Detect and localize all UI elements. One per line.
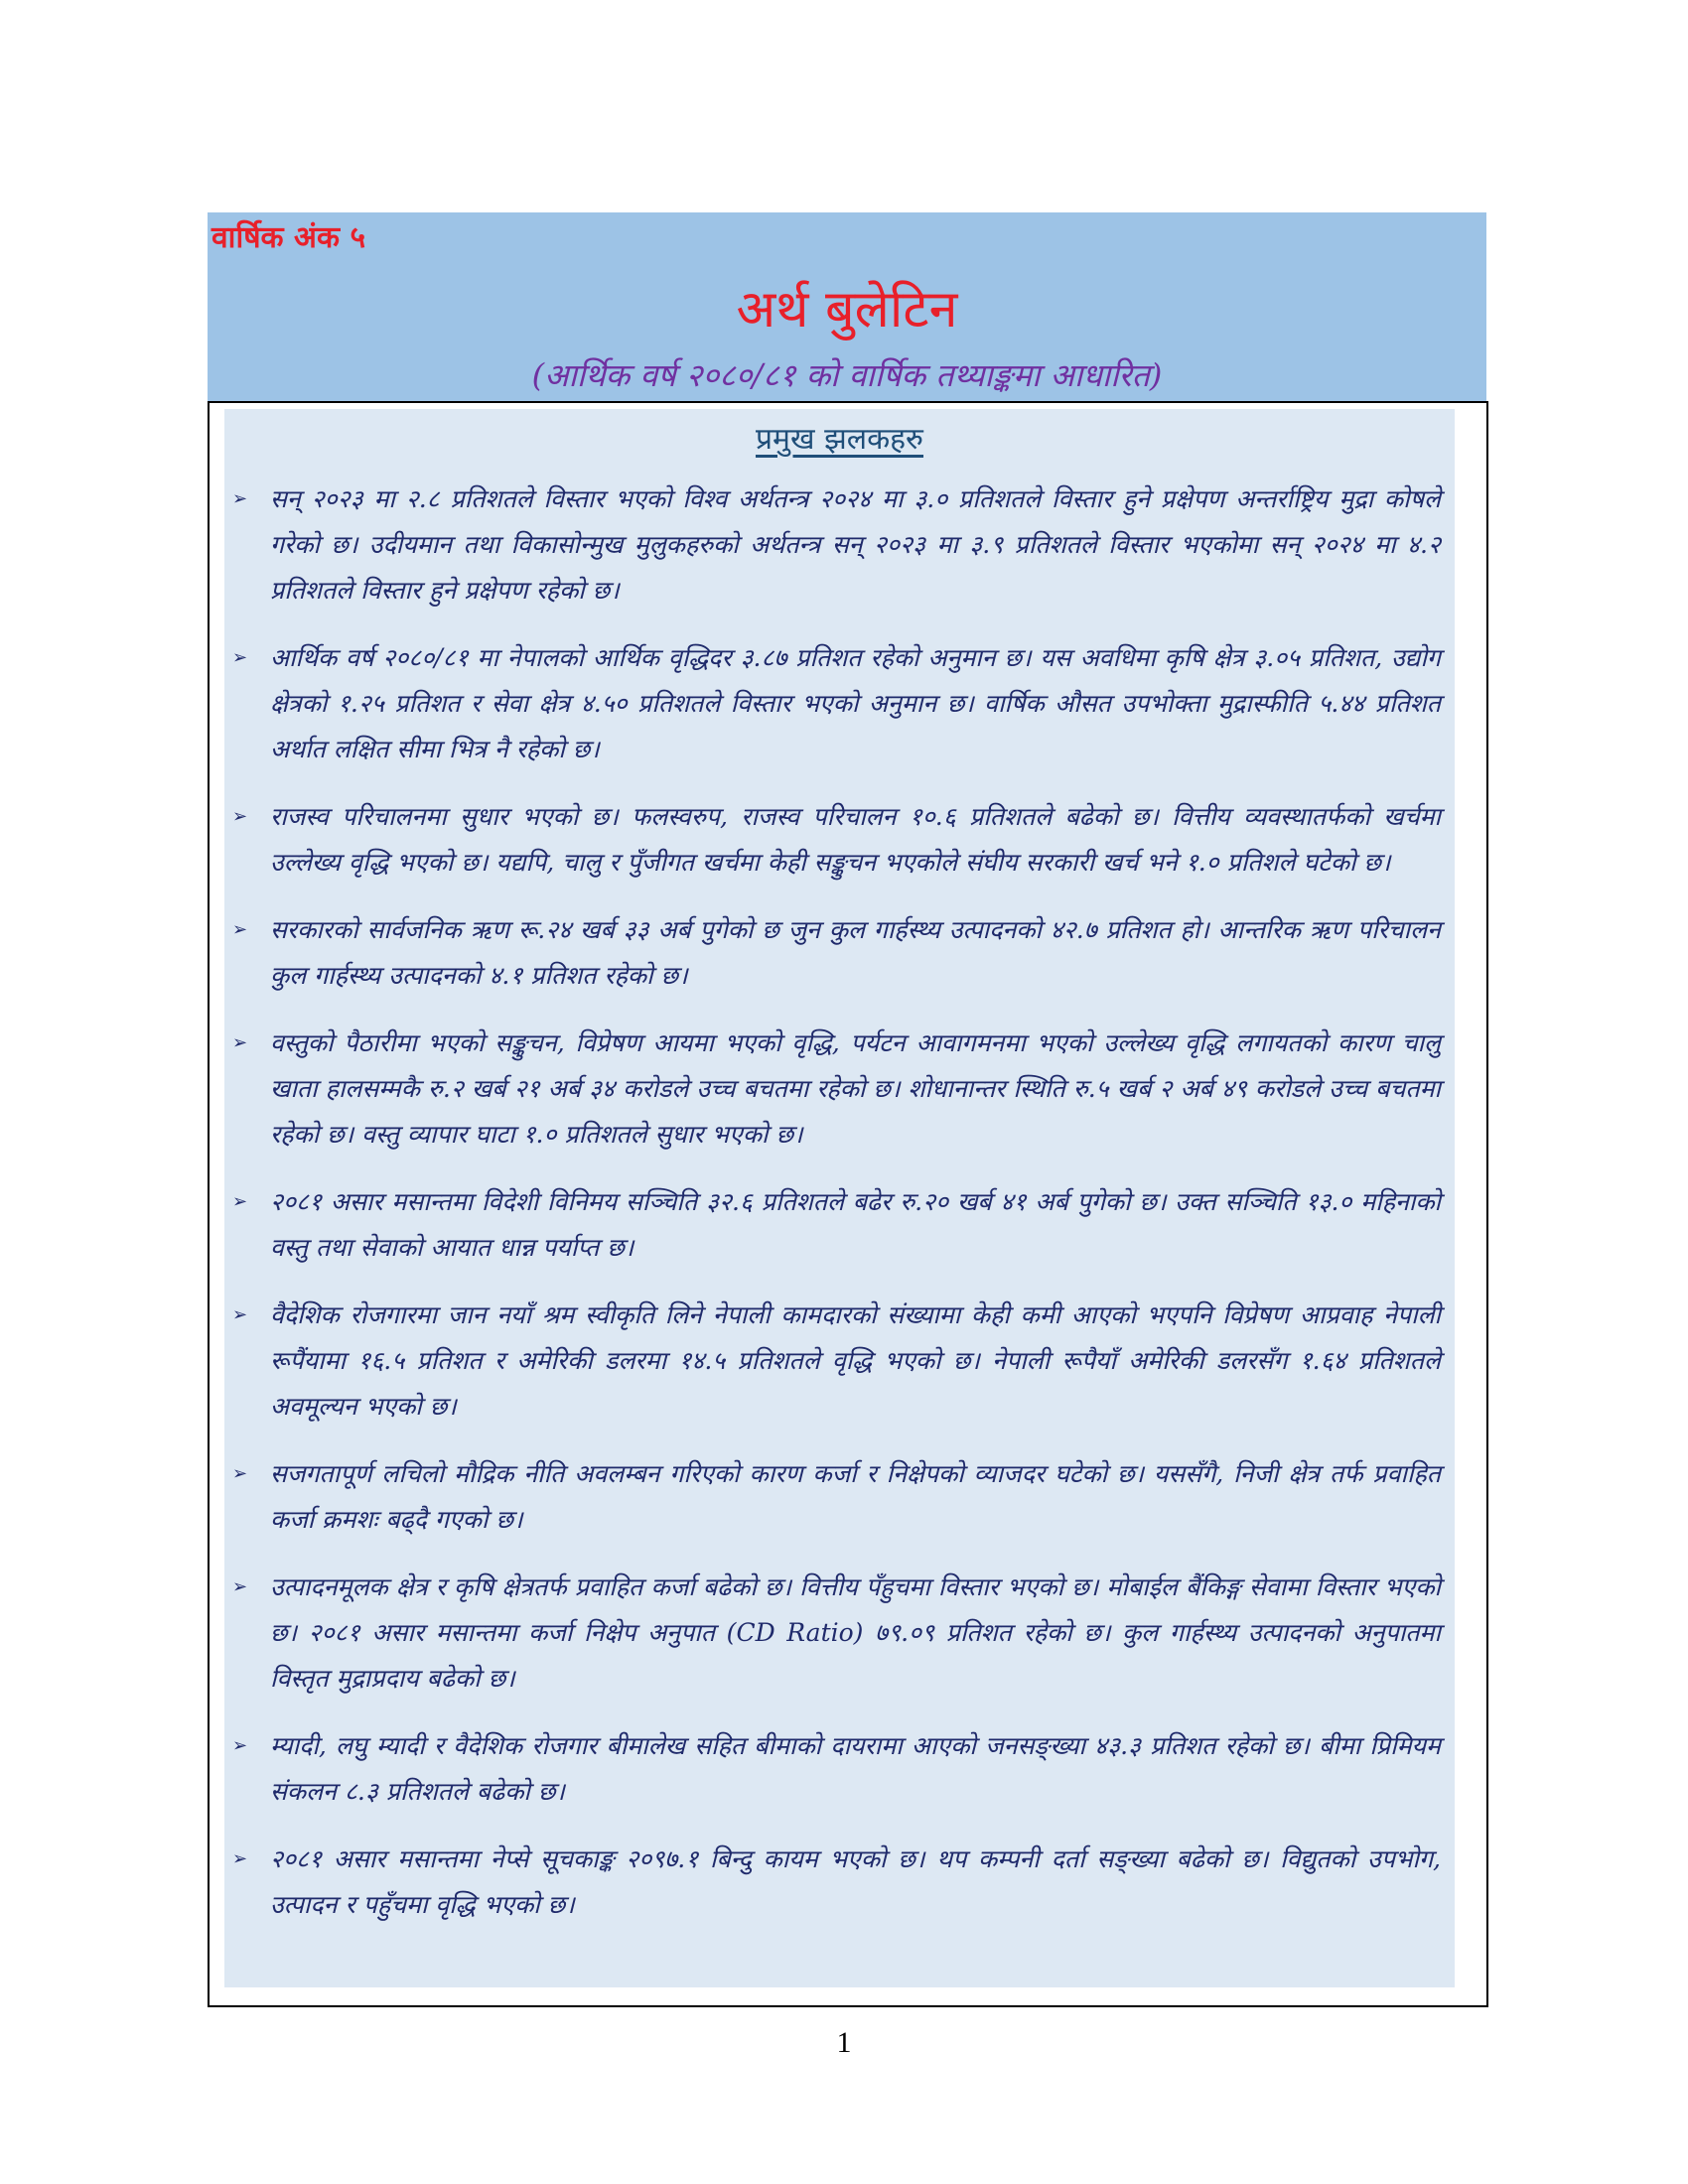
highlight-text: आर्थिक वर्ष २०८०/८१ मा नेपालको आर्थिक वृद्धिदर ३.८७ प्रतिशत रहेको अनुमान छ। यस अवधिमा कृषि क्षेत्र ३.०५ प्रतिशत, उद्योग क्षेत्रको १.२५ प्रतिशत र सेवा क्षेत्र ४.५० प्रतिशतले विस्तार भएको अनुमान छ। वार्षिक औसत उपभोक्ता मुद्रास्फीति ५.४४ प्रतिशत अर्थात लक्षित सीमा भित्र नै रहेको छ। <box>270 643 1441 763</box>
highlight-text: वैदेशिक रोजगारमा जान नयाँ श्रम स्वीकृति लिने नेपाली कामदारको संख्यामा केही कमी आएको भएपनि विप्रेषण आप्रवाह नेपाली रूपैंयामा १६.५ प्रतिशत र अमेरिकी डलरमा १४.५ प्रतिशतले वृद्धि भएको छ। नेपाली रूपैयाँ अमेरिकी डलरसँग १.६४ प्रतिशतले अवमूल्यन भएको छ। <box>270 1300 1441 1421</box>
arrow-bullet-icon: ➢ <box>232 1576 248 1597</box>
highlight-item <box>224 1021 1455 1158</box>
highlight-item <box>224 1179 1455 1271</box>
arrow-bullet-icon: ➢ <box>232 1304 248 1325</box>
highlight-item <box>224 907 1455 999</box>
arrow-bullet-icon: ➢ <box>232 806 248 827</box>
bulletin-subtitle: (आर्थिक वर्ष २०८०/८१ को वार्षिक तथ्याङ्कमा आधारित) <box>531 356 1163 394</box>
bulletin-title: अर्थ बुलेटिन <box>736 280 958 340</box>
highlight-text: वस्तुको पैठारीमा भएको सङ्कुचन, विप्रेषण आयमा भएको वृद्धि, पर्यटन आवागमनमा भएको उल्लेख्य वृद्धि लगायतको कारण चालु खाता हालसम्मकै रु.२ खर्ब २१ अर्ब ३४ करोडले उच्च बचतमा रहेको छ। शोधानान्तर स्थिति रु.५ खर्ब २ अर्ब ४९ करोडले उच्च बचतमा रहेको छ। वस्तु व्यापार घाटा १.० प्रतिशतले सुधार भएको छ। <box>270 1028 1441 1149</box>
arrow-bullet-icon: ➢ <box>232 647 248 668</box>
arrow-bullet-icon: ➢ <box>232 1463 248 1484</box>
arrow-bullet-icon: ➢ <box>232 1191 248 1212</box>
highlight-text: उत्पादनमूलक क्षेत्र र कृषि क्षेत्रतर्फ प्रवाहित कर्जा बढेको छ। वित्तीय पँहुचमा विस्तार भएको छ। मोबाईल बैंकिङ्ग सेवामा विस्तार भएको छ। २०८१ असार मसान्तमा कर्जा निक्षेप अनुपात (CD Ratio) ७९.०९ प्रतिशत रहेको छ। कुल गार्हस्थ्य उत्पादनको अनुपातमा विस्तृत मुद्राप्रदाय बढेको छ। <box>270 1572 1441 1693</box>
highlight-item <box>224 1565 1455 1702</box>
highlight-item <box>224 477 1455 614</box>
arrow-bullet-icon: ➢ <box>232 1735 248 1756</box>
highlight-text: म्यादी, लघु म्यादी र वैदेशिक रोजगार बीमालेख सहित बीमाको दायरामा आएको जनसङ्ख्या ४३.३ प्रतिशत रहेको छ। बीमा प्रिमियम संकलन ८.३ प्रतिशतले बढेको छ। <box>270 1731 1441 1806</box>
page-number: 1 <box>836 2026 852 2059</box>
arrow-bullet-icon: ➢ <box>232 488 248 509</box>
arrow-bullet-icon: ➢ <box>232 1032 248 1053</box>
highlight-item <box>224 1723 1455 1815</box>
arrow-bullet-icon: ➢ <box>232 1848 248 1869</box>
highlight-text: राजस्व परिचालनमा सुधार भएको छ। फलस्वरुप, राजस्व परिचालन १०.६ प्रतिशतले बढेको छ। वित्तीय व्यवस्थातर्फको खर्चमा उल्लेख्य वृद्धि भएको छ। यद्यपि, चालु र पुँजीगत खर्चमा केही सङ्कुचन भएकोले संघीय सरकारी खर्च भने १.० प्रतिशले घटेको छ। <box>270 802 1441 877</box>
arrow-bullet-icon: ➢ <box>232 919 248 940</box>
highlights-list <box>224 477 1455 1950</box>
highlight-item <box>224 794 1455 886</box>
section-heading <box>224 419 1455 461</box>
highlight-text: २०८१ असार मसान्तमा नेप्से सूचकाङ्क २०९७.१ बिन्दु कायम भएको छ। थप कम्पनी दर्ता सङ्ख्या बढेको छ। विद्युतको उपभोग, उत्पादन र पहुँचमा वृद्धि भएको छ। <box>270 1844 1441 1919</box>
highlight-text: सरकारको सार्वजनिक ऋण रू.२४ खर्ब ३३ अर्ब पुगेको छ जुन कुल गार्हस्थ्य उत्पादनको ४२.७ प्रतिशत हो। आन्तरिक ऋण परिचालन कुल गार्हस्थ्य उत्पादनको ४.१ प्रतिशत रहेको छ। <box>270 915 1441 990</box>
highlight-text: सन् २०२३ मा २.८ प्रतिशतले विस्तार भएको विश्व अर्थतन्त्र २०२४ मा ३.० प्रतिशतले विस्तार हुने प्रक्षेपण अन्तर्राष्ट्रिय मुद्रा कोषले गरेको छ। उदीयमान तथा विकासोन्मुख मुलुकहरुको अर्थतन्त्र सन् २०२३ मा ३.९ प्रतिशतले विस्तार भएकोमा सन् २०२४ मा ४.२ प्रतिशतले विस्तार हुने प्रक्षेपण रहेको छ। <box>270 484 1441 605</box>
section-heading-text: प्रमुख झलकहरु <box>755 422 924 457</box>
highlight-item <box>224 1451 1455 1543</box>
highlight-text: २०८१ असार मसान्तमा विदेशी विनिमय सञ्चिति ३२.६ प्रतिशतले बढेर रु.२० खर्ब ४१ अर्ब पुगेको छ। उक्त सञ्चिति १३.० महिनाको वस्तु तथा सेवाको आयात धान्न पर्याप्त छ। <box>270 1187 1441 1262</box>
highlight-item <box>224 1293 1455 1430</box>
highlight-text: सजगतापूर्ण लचिलो मौद्रिक नीति अवलम्बन गरिएको कारण कर्जा र निक्षेपको व्याजदर घटेको छ। यससँगै, निजी क्षेत्र तर्फ प्रवाहित कर्जा क्रमशः बढ्दै गएको छ। <box>270 1459 1441 1534</box>
highlight-item <box>224 635 1455 772</box>
highlight-item <box>224 1837 1455 1928</box>
issue-label: वार्षिक अंक ५ <box>211 220 366 255</box>
